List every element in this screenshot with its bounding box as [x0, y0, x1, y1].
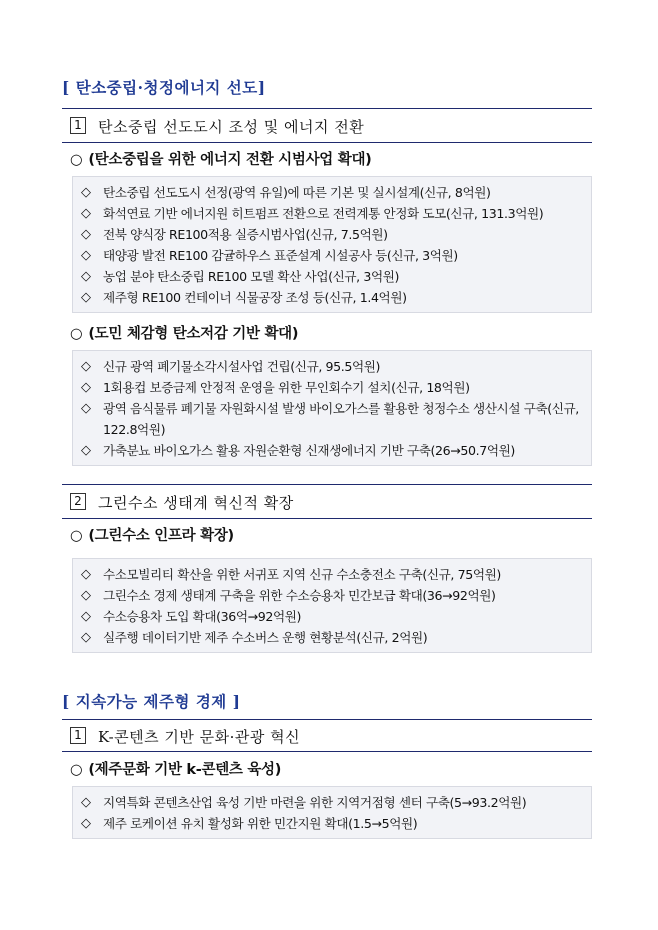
list-item: [73, 287, 591, 308]
diamond-bullet-icon: ◇: [81, 227, 91, 242]
list-item-text: 수소승용차 도입 확대(36억→92억원): [103, 609, 302, 624]
diamond-bullet-icon: ◇: [81, 269, 91, 284]
list-item: [73, 377, 591, 398]
section-rule: [62, 751, 592, 752]
part-title-2: [ 지속가능 제주형 경제 ]: [62, 692, 241, 711]
list-item-text: 제주 로케이션 유치 활성화 위한 민간지원 확대(1.5→5억원): [103, 816, 418, 831]
part-rule: [62, 108, 592, 109]
list-item-text: 지역특화 콘텐츠산업 육성 기반 마련을 위한 지역거점형 센터 구축(5→93.2억원): [103, 795, 527, 810]
diamond-bullet-icon: ◇: [81, 816, 91, 831]
list-item: [73, 203, 591, 224]
list-item-text: 제주형 RE100 컨테이너 식물공장 조성 등(신규, 1.4억원): [103, 290, 407, 305]
subheading-text: (그린수소 인프라 확장): [88, 528, 234, 544]
list-item: [73, 813, 591, 834]
diamond-bullet-icon: ◇: [81, 630, 91, 645]
diamond-bullet-icon: ◇: [81, 248, 91, 263]
list-item: [73, 182, 591, 203]
circle-bullet-icon: ○: [70, 152, 83, 168]
list-item: [73, 440, 591, 461]
item-box: [72, 558, 592, 653]
list-item: [73, 245, 591, 266]
section-number-box: 2: [70, 493, 86, 510]
section-title: K-콘텐츠 기반 문화·관광 혁신: [98, 728, 301, 746]
subheading-text: (제주문화 기반 k-콘텐츠 육성): [88, 762, 282, 778]
section-header-1-2: [62, 490, 592, 514]
subheading: [70, 524, 234, 545]
subheading: [70, 758, 281, 779]
section-header-1-1: [62, 114, 592, 138]
circle-bullet-icon: ○: [70, 762, 83, 778]
subheading-text: (탄소중립을 위한 에너지 전환 시범사업 확대): [88, 152, 372, 168]
list-item: [73, 564, 591, 585]
list-item: [73, 585, 591, 606]
diamond-bullet-icon: ◇: [81, 380, 91, 395]
subheading-text: (도민 체감형 탄소저감 기반 확대): [88, 326, 299, 342]
list-item-text: 그린수소 경제 생태계 구축을 위한 수소승용차 민간보급 확대(36→92억원): [103, 588, 496, 603]
list-item-text: 1회용컵 보증금제 안정적 운영을 위한 무인회수기 설치(신규, 18억원): [103, 380, 470, 395]
list-item-text: 화석연료 기반 에너지원 히트펌프 전환으로 전력계통 안정화 도모(신규, 131.3억원): [103, 206, 544, 221]
diamond-bullet-icon: ◇: [81, 609, 91, 624]
list-item-text: 탄소중립 선도도시 선정(광역 유일)에 따른 기본 및 실시설계(신규, 8억원): [103, 185, 491, 200]
list-item-text: 실주행 데이터기반 제주 수소버스 운행 현황분석(신규, 2억원): [103, 630, 428, 645]
list-item-text: 수소모빌리티 확산을 위한 서귀포 지역 신규 수소충전소 구축(신규, 75억원): [103, 567, 501, 582]
section-rule: [62, 142, 592, 143]
list-item-text: 광역 음식물류 폐기물 자원화시설 발생 바이오가스를 활용한 청정수소 생산시설 구축(신규, 122.8억원): [103, 401, 579, 437]
list-item: [73, 224, 591, 245]
list-item-text: 농업 분야 탄소중립 RE100 모델 확산 사업(신규, 3억원): [103, 269, 399, 284]
part-title-1: [ 탄소중립·청정에너지 선도]: [62, 78, 266, 97]
subheading: [70, 322, 298, 343]
subheading: [70, 148, 371, 169]
section-title: 탄소중립 선도도시 조성 및 에너지 전환: [98, 118, 365, 136]
section-title: 그린수소 생태계 혁신적 확장: [98, 494, 294, 512]
section-rule: [62, 484, 592, 485]
list-item: [73, 398, 591, 440]
list-item-text: 가축분뇨 바이오가스 활용 자원순환형 신재생에너지 기반 구축(26→50.7억원): [103, 443, 515, 458]
diamond-bullet-icon: ◇: [81, 185, 91, 200]
section-number-box: 1: [70, 117, 86, 134]
part-rule: [62, 719, 592, 720]
section-header-2-1: [62, 724, 592, 748]
diamond-bullet-icon: ◇: [81, 359, 91, 374]
list-item: [73, 606, 591, 627]
diamond-bullet-icon: ◇: [81, 290, 91, 305]
list-item-text: 전북 양식장 RE100적용 실증시범사업(신규, 7.5억원): [103, 227, 388, 242]
list-item: [73, 266, 591, 287]
diamond-bullet-icon: ◇: [81, 795, 91, 810]
circle-bullet-icon: ○: [70, 326, 83, 342]
diamond-bullet-icon: ◇: [81, 588, 91, 603]
list-item: [73, 627, 591, 648]
diamond-bullet-icon: ◇: [81, 567, 91, 582]
item-box: [72, 350, 592, 466]
item-box: [72, 786, 592, 839]
circle-bullet-icon: ○: [70, 528, 83, 544]
list-item: [73, 356, 591, 377]
list-item-text: 태양광 발전 RE100 감귤하우스 표준설계 시설공사 등(신규, 3억원): [103, 248, 458, 263]
diamond-bullet-icon: ◇: [81, 206, 91, 221]
section-number-box: 1: [70, 727, 86, 744]
diamond-bullet-icon: ◇: [81, 401, 91, 416]
item-box: [72, 176, 592, 313]
list-item-text: 신규 광역 폐기물소각시설사업 건립(신규, 95.5억원): [103, 359, 381, 374]
section-rule: [62, 518, 592, 519]
diamond-bullet-icon: ◇: [81, 443, 91, 458]
list-item: [73, 792, 591, 813]
